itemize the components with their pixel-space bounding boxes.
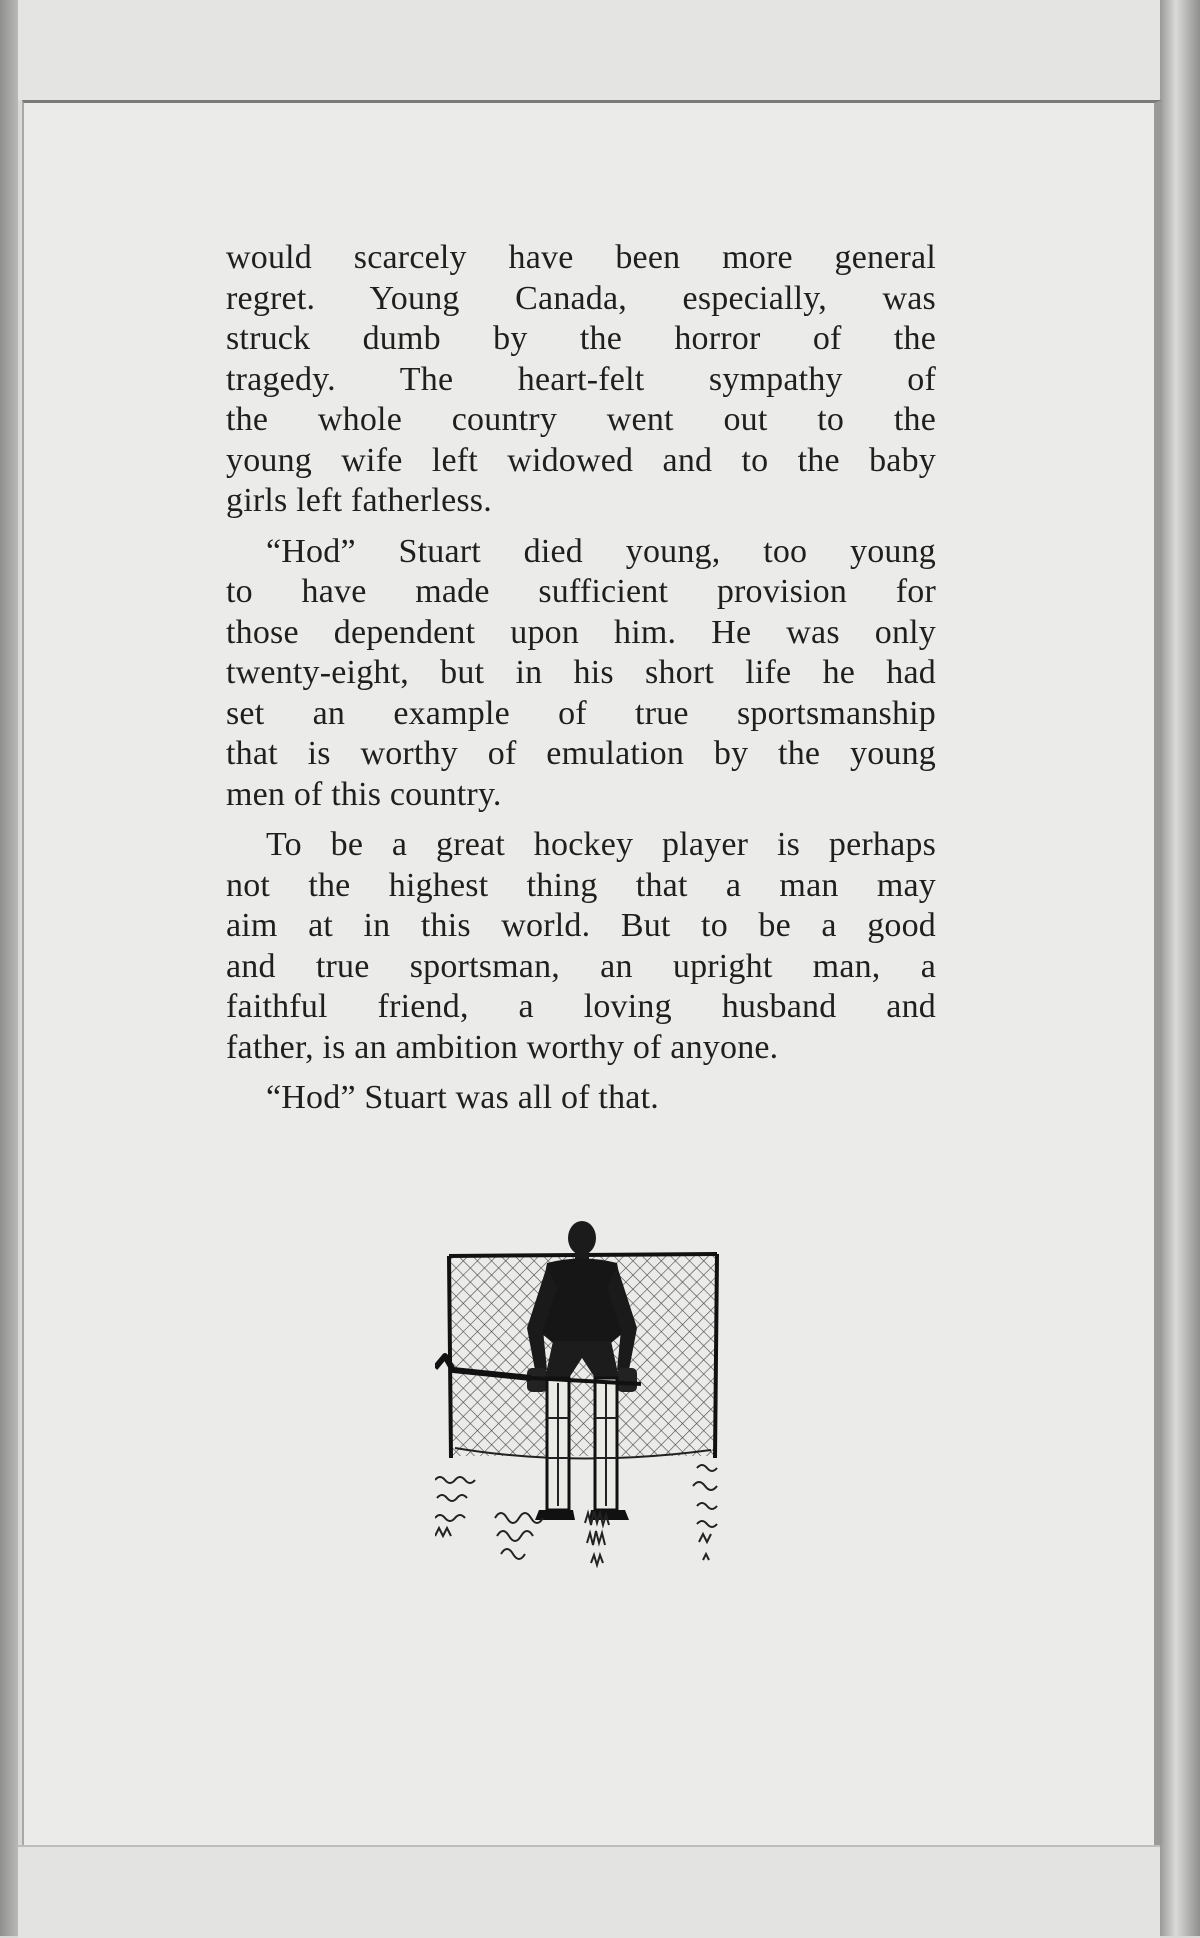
text-line: “Hod” Stuart was all of that. [266,1079,659,1116]
top-margin [18,0,1200,100]
right-spine-edge [1160,0,1200,1936]
text-line: and true sportsman, an upright man, a [226,947,936,985]
text-line: aim at in this world. But to be a good [226,907,936,944]
binding-left-edge [0,0,18,1936]
bottom-margin [18,1845,1160,1938]
text-line: father, is an ambition worthy of anyone. [226,1028,779,1066]
text-line: struck dumb by the horror of the [226,320,936,357]
text-line: faithful friend, a loving husband and [226,988,936,1025]
text-line: regret. Young Canada, especially, was [226,279,936,317]
text-line: would scarcely have been more general [226,239,936,276]
text-line: those dependent upon him. He was only [226,613,936,651]
hockey-goalkeeper-in-front-of-net-icon [435,1218,725,1580]
ice-marks [435,1465,717,1565]
text-line: not the highest thing that a man may [226,866,936,904]
body-text [226,238,936,1129]
text-line: men of this country. [226,775,502,813]
text-line: To be a great hockey player is perhaps [266,826,936,863]
paragraph-2 [226,532,936,816]
text-line: “Hod” Stuart died young, too young [266,532,936,570]
paragraph-1 [226,238,936,522]
text-line: girls left fatherless. [226,482,492,519]
text-line: twenty-eight, but in his short life he had [226,654,936,691]
text-line: young wife left widowed and to the baby [226,441,936,479]
text-line: tragedy. The heart-felt sympathy of [226,360,936,398]
paragraph-3 [226,825,936,1068]
text-line: the whole country went out to the [226,401,936,438]
paragraph-4 [226,1078,936,1119]
text-line: to have made sufficient provision for [226,573,936,610]
text-line: set an example of true sportsmanship [226,694,936,732]
text-line: that is worthy of emulation by the young [226,735,936,772]
